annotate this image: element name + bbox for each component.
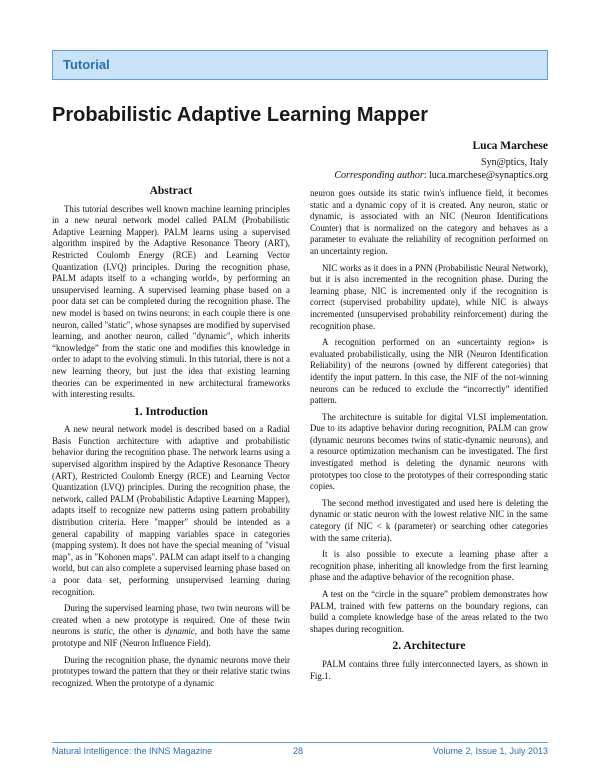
abstract-text: This tutorial describes well known machine learning principles in a new neural network model called PALM (Probabilistic Adaptive Learning Mapper). PALM learns using a supervised algorithm inspired by the Adaptive Resonance Theory (ART), Restricted Coulomb Energy (RCE) and Learning Vector Quantization (LVQ) principles. During the recognition phase, PALM adapts itself to a «changing world», by performing an unsupervised learning. A supervised learning phase based on a poor data set can be completed during the recognition phase. The new model is based on twins neurons: in each couple there is one neuron, called "static", whose synapses are modified by supervised learning, and another neuron, called "dynamic", which inherits “knowledge” from the static one and modifies this knowledge in order to adapt to the evolving stimuli. In this tutorial, there is not a new learning theory, but just the idea that existing learning theories can be experimented in new architectural frameworks with interesting results. [52, 203, 290, 400]
right-paragraph-8: PALM contains three fully interconnected layers, as shown in Fig.1. [310, 658, 548, 681]
author-affiliation: Syn@ptics, Italy [481, 157, 548, 168]
right-paragraph-2: NIC works as it does in a PNN (Probabilistic Neural Network), but it is also incremented in the recognition phase. During the learning phase, NIC is incremented only if the recognition is correct (supervised probability update), while NIC is always incremented (unsupervised probability reinforcement) during the recognition phase. [310, 262, 548, 331]
intro-paragraph-1: A new neural network model is described based on a Radial Basis Function architecture with adaptive and probabilistic behavior during the recognition phase. The network learns using a supervised algorithm inspired by the Adaptive Resonance Theory (ART), Restricted Coulomb Energy (RCE) and Learning Vector Quantization (LVQ) principles. During the recognition phase, the network, called PALM (Probabilistic Adaptive Learning Mapper), adapts itself to recognize new patterns using pattern probability distribution criteria. Here "mapper" should be intended as a general capability of mapping variables space in categories (mapping system). It does not have the special meaning of "visual map", as in "Kohonen maps". PALM can adapt itself to a changing world, but can also complete a supervised learning phase based on a poor data set, performing unsupervised learning during recognition. [52, 424, 290, 597]
section-label: Tutorial [63, 57, 110, 72]
author-block [334, 140, 548, 182]
right-paragraph-3: A recognition performed on an «uncertainty region» is evaluated probabilistically, using the NIR (Neuron Identification Reliability) of the neurons (owned by different categories) that identify the input pattern. In this case, the NIF of the not-winning neurons can be reduced to exclude the “incorrectly” identified pattern. [310, 337, 548, 406]
right-paragraph-4: The architecture is suitable for digital VLSI implementation. Due to its adaptive behavior during recognition, PALM can grow (dynamic neurons becomes twins of static-dynamic neurons), and a resource optimization mechanism can be investigated. The first investigated method is deleting the dynamic neurons with prototypes too close to the prototypes of their corresponding static copies. [310, 411, 548, 492]
abstract-heading: Abstract [149, 185, 193, 197]
paper-title: Probabilistic Adaptive Learning Mapper [52, 104, 428, 126]
right-column [310, 188, 548, 687]
intro-p2-part-c: , the other is [112, 626, 165, 637]
author-name: Luca Marchese [472, 140, 548, 152]
corr-label: Corresponding author [334, 170, 424, 181]
intro-p2-part-e: , and both have the same prototype and NIF (Neuron Influence Field). [52, 626, 290, 648]
intro-p2-part-a: During the supervised learning phase, two twin neurons will be created when a new prototype is required. One of these twin neurons is [52, 603, 290, 637]
footer-divider [52, 742, 548, 743]
author-correspondence [334, 169, 548, 182]
right-paragraph-5: The second method investigated and used here is deleting the dynamic or static neuron with the lowest relative NIC in the same category (if NIC < k (parameter) or searching other categories with the same criteria). [310, 497, 548, 543]
right-paragraph-6: It is also possible to execute a learning phase after a recognition phase, inheriting all knowledge from the first learning phase and the adaptive behavior of the recognition phase. [310, 549, 548, 583]
footer-journal: Natural Intelligence: the INNS Magazine [52, 746, 213, 756]
intro-heading: 1. Introduction [134, 405, 208, 418]
architecture-heading: 2. Architecture [392, 640, 466, 653]
intro-p2-static: static [93, 626, 113, 637]
intro-paragraph-3: During the recognition phase, the dynamic neurons move their prototypes toward the pattern that they or their relative static twins recognized. When the prototype of a dynamic [52, 654, 290, 688]
intro-paragraph-2 [52, 603, 290, 649]
section-banner [52, 50, 548, 80]
footer-page-number: 28 [293, 746, 304, 756]
footer-issue: Volume 2, Issue 1, July 2013 [432, 746, 548, 756]
left-column [52, 186, 290, 694]
corr-email: : luca.marchese@synaptics.org [423, 170, 548, 181]
intro-p2-dynamic: dynamic [164, 626, 195, 637]
right-paragraph-1: neuron goes outside its static twin's influence field, it becomes static and a dynamic copy of it is created. Any neuron, static or dynamic, is associated with an NIC (Neuron Identifications Counter) that is normalized on the category and behaves as a parameter to evaluate the reliability of recognition performed on an uncertainty region. [310, 188, 548, 256]
right-paragraph-7: A test on the “circle in the square” problem demonstrates how PALM, trained with few patterns on the boundary regions, can build a complete knowledge base of the areas related to the two shapes during recognition. [310, 589, 548, 634]
